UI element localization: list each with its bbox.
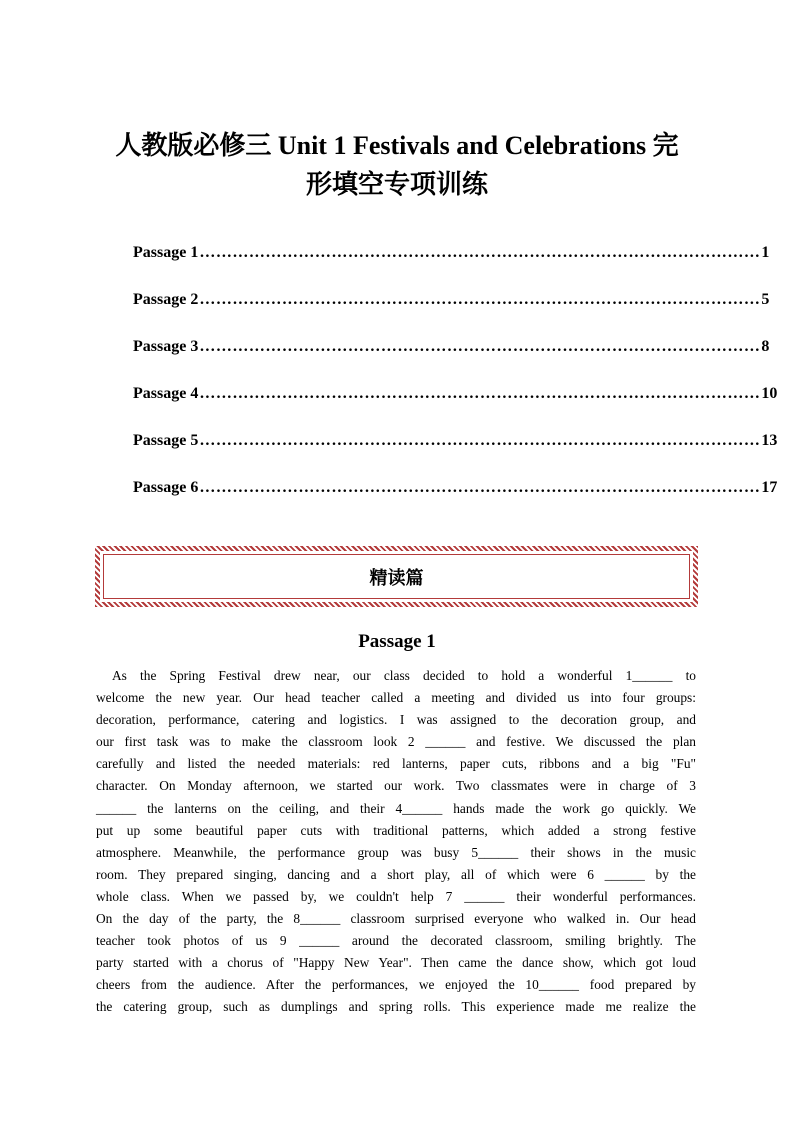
- section-banner: [95, 546, 698, 607]
- toc-entry-label: Passage 6: [133, 479, 199, 496]
- passage-line: our first task was to make the classroom look 2 ______ and festive. We discussed the plan: [96, 734, 696, 750]
- toc-entry-passage-3[interactable]: [133, 334, 770, 381]
- passage-line: the catering group, such as dumplings and spring rolls. This experience made me realize the: [96, 999, 696, 1015]
- toc-entry-label: Passage 2: [133, 291, 199, 308]
- toc-leader-dots: …………………………………………………………………………………………: [199, 432, 761, 449]
- toc-entry-page: 5: [761, 291, 770, 308]
- toc-entry-page: 8: [761, 338, 770, 355]
- toc-entry-passage-5[interactable]: [133, 428, 778, 475]
- passage-line: character. On Monday afternoon, we started our work. Two classmates were in charge of 3: [96, 778, 696, 794]
- passage-line: party started with a chorus of "Happy New Year". Then came the dance show, which got loud: [96, 955, 696, 971]
- passage-line: teacher took photos of us 9 ______ around the decorated classroom, smiling brightly. The: [96, 933, 696, 949]
- toc-leader-dots: …………………………………………………………………………………………: [199, 479, 761, 496]
- passage-line: cheers from the audience. After the performances, we enjoyed the 10______ food prepared by: [96, 977, 696, 993]
- toc-entry-page: 17: [761, 479, 778, 496]
- table-of-contents: [133, 240, 778, 522]
- toc-entry-label: Passage 5: [133, 432, 199, 449]
- page-title-line-1: 人教版必修三 Unit 1 Festivals and Celebrations 完: [115, 131, 679, 160]
- toc-entry-passage-4[interactable]: [133, 381, 778, 428]
- toc-entry-passage-2[interactable]: [133, 287, 770, 334]
- toc-entry-label: Passage 3: [133, 338, 199, 355]
- page-title-line-2: 形填空专项训练: [305, 170, 488, 199]
- passage-line: As the Spring Festival drew near, our class decided to hold a wonderful 1______ to: [112, 668, 696, 683]
- section-banner-label: 精读篇: [369, 567, 424, 589]
- passage-line: atmosphere. Meanwhile, the performance group was busy 5______ their shows in the music: [96, 844, 696, 860]
- passage-line: On the day of the party, the 8______ classroom surprised everyone who walked in. Our head: [96, 911, 696, 927]
- toc-entry-passage-6[interactable]: [133, 475, 778, 522]
- passage-body: [96, 665, 696, 1019]
- passage-line: decoration, performance, catering and logistics. I was assigned to the decoration group, and: [96, 712, 696, 728]
- toc-leader-dots: …………………………………………………………………………………………: [199, 338, 761, 355]
- passage-line: whole class. When we passed by, we couldn't help 7 ______ their wonderful performances.: [96, 888, 696, 904]
- toc-entry-page: 10: [761, 385, 778, 402]
- toc-leader-dots: …………………………………………………………………………………………: [199, 385, 761, 402]
- passage-line: ______ the lanterns on the ceiling, and their 4______ hands made the work go quickly. We: [96, 800, 696, 816]
- toc-entry-page: 1: [761, 244, 770, 261]
- passage-line: welcome the new year. Our head teacher called a meeting and divided us into four groups:: [96, 690, 696, 706]
- toc-entry-label: Passage 4: [133, 385, 199, 402]
- toc-entry-label: Passage 1: [133, 244, 199, 261]
- passage-line: put up some beautiful paper cuts with traditional patterns, which added a strong festive: [96, 822, 696, 838]
- passage-line: room. They prepared singing, dancing and a short play, all of which were 6 ______ by the: [96, 866, 696, 882]
- page-title: [96, 126, 698, 204]
- passage-title: Passage 1: [358, 631, 436, 652]
- toc-entry-passage-1[interactable]: [133, 240, 770, 287]
- passage-line: carefully and listed the needed materials: red lanterns, paper cuts, ribbons and a big "Fu": [96, 756, 696, 772]
- toc-leader-dots: …………………………………………………………………………………………: [199, 244, 761, 261]
- toc-leader-dots: …………………………………………………………………………………………: [199, 291, 761, 308]
- toc-entry-page: 13: [761, 432, 778, 449]
